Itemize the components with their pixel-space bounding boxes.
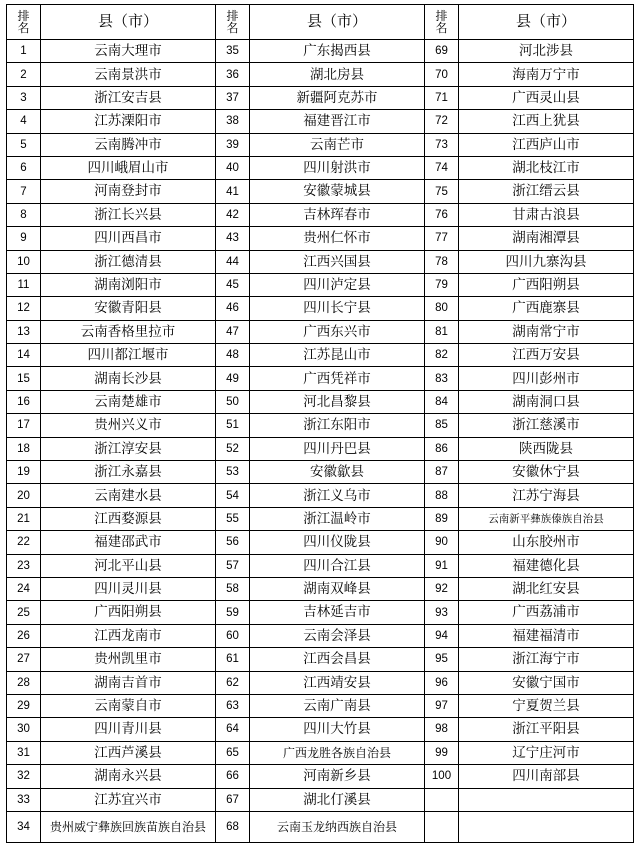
- cell-county-name: 湖北枝江市: [459, 156, 634, 179]
- table-header: [7, 5, 634, 40]
- cell-rank: 85: [425, 414, 459, 437]
- cell-rank: 41: [216, 180, 250, 203]
- cell-rank: 3: [7, 86, 41, 109]
- cell-rank: 89: [425, 507, 459, 530]
- cell-county-name: 广西鹿寨县: [459, 297, 634, 320]
- table-row: [7, 741, 634, 764]
- table-row: [7, 718, 634, 741]
- table-row: [7, 156, 634, 179]
- table-row: [7, 788, 634, 811]
- cell-rank: 34: [7, 811, 41, 842]
- cell-rank: 16: [7, 390, 41, 413]
- cell-county-name: 湖南永兴县: [41, 765, 216, 788]
- cell-rank: 10: [7, 250, 41, 273]
- cell-rank: 82: [425, 344, 459, 367]
- table-header-row: [7, 5, 634, 40]
- cell-rank: 32: [7, 765, 41, 788]
- cell-rank: 58: [216, 577, 250, 600]
- county-rank-table: [6, 4, 634, 843]
- cell-county-name: 山东胶州市: [459, 531, 634, 554]
- cell-rank: 37: [216, 86, 250, 109]
- cell-rank: 76: [425, 203, 459, 226]
- cell-rank: 9: [7, 227, 41, 250]
- cell-county-name: 吉林延吉市: [250, 601, 425, 624]
- cell-rank: 86: [425, 437, 459, 460]
- cell-county-name: 四川西昌市: [41, 227, 216, 250]
- cell-rank: 57: [216, 554, 250, 577]
- cell-county-name: 河北涉县: [459, 40, 634, 63]
- column-header-county-3: 县（市）: [459, 5, 634, 40]
- cell-county-name: 海南万宁市: [459, 63, 634, 86]
- rank-header-line2: 名: [226, 21, 239, 35]
- table-row: [7, 133, 634, 156]
- cell-county-name: 新疆阿克苏市: [250, 86, 425, 109]
- cell-county-name: 湖南吉首市: [41, 671, 216, 694]
- cell-rank: 19: [7, 461, 41, 484]
- cell-county-name: 浙江温岭市: [250, 507, 425, 530]
- cell-rank: 74: [425, 156, 459, 179]
- cell-rank: 67: [216, 788, 250, 811]
- cell-county-name: 广西荔浦市: [459, 601, 634, 624]
- cell-county-name: 江西会昌县: [250, 648, 425, 671]
- cell-county-name: 云南建水县: [41, 484, 216, 507]
- cell-county-name: 四川南部县: [459, 765, 634, 788]
- table-row: [7, 390, 634, 413]
- cell-rank: 80: [425, 297, 459, 320]
- cell-rank: 18: [7, 437, 41, 460]
- cell-rank: 24: [7, 577, 41, 600]
- cell-county-name: 辽宁庄河市: [459, 741, 634, 764]
- cell-rank: 55: [216, 507, 250, 530]
- cell-county-name: 江西兴国县: [250, 250, 425, 273]
- cell-rank: 27: [7, 648, 41, 671]
- cell-county-name: 湖南浏阳市: [41, 273, 216, 296]
- cell-rank: 21: [7, 507, 41, 530]
- cell-rank: 56: [216, 531, 250, 554]
- cell-county-name: 湖南长沙县: [41, 367, 216, 390]
- cell-rank: 28: [7, 671, 41, 694]
- table-row: [7, 273, 634, 296]
- cell-rank: 50: [216, 390, 250, 413]
- cell-empty: [459, 811, 634, 842]
- cell-county-name: 广西灵山县: [459, 86, 634, 109]
- table-row: [7, 694, 634, 717]
- cell-rank: 17: [7, 414, 41, 437]
- cell-rank: 8: [7, 203, 41, 226]
- cell-county-name: 福建德化县: [459, 554, 634, 577]
- cell-rank: 72: [425, 110, 459, 133]
- cell-county-name: 吉林珲春市: [250, 203, 425, 226]
- cell-county-name: 安徽宁国市: [459, 671, 634, 694]
- cell-rank: 92: [425, 577, 459, 600]
- table-row: [7, 671, 634, 694]
- table-row: [7, 437, 634, 460]
- cell-county-name: 湖南洞口县: [459, 390, 634, 413]
- column-header-county-1: 县（市）: [41, 5, 216, 40]
- cell-rank: 78: [425, 250, 459, 273]
- cell-county-name: 湖北仃溪县: [250, 788, 425, 811]
- cell-county-name: 广西东兴市: [250, 320, 425, 343]
- cell-rank: 15: [7, 367, 41, 390]
- cell-rank: 7: [7, 180, 41, 203]
- table-row: [7, 227, 634, 250]
- rank-header-line1: 排: [17, 9, 30, 23]
- cell-rank: 42: [216, 203, 250, 226]
- cell-county-name: 福建邵武市: [41, 531, 216, 554]
- cell-county-name: 江西庐山市: [459, 133, 634, 156]
- table-row: [7, 765, 634, 788]
- cell-county-name: 江苏宁海县: [459, 484, 634, 507]
- cell-rank: 63: [216, 694, 250, 717]
- cell-county-name: 云南景洪市: [41, 63, 216, 86]
- cell-county-name: 湖南常宁市: [459, 320, 634, 343]
- cell-county-name: 河北昌黎县: [250, 390, 425, 413]
- cell-rank: 20: [7, 484, 41, 507]
- cell-rank: 71: [425, 86, 459, 109]
- cell-county-name: 四川射洪市: [250, 156, 425, 179]
- table-row: [7, 531, 634, 554]
- cell-county-name: 湖北房县: [250, 63, 425, 86]
- cell-rank: 25: [7, 601, 41, 624]
- cell-rank: 40: [216, 156, 250, 179]
- cell-county-name: 云南腾冲市: [41, 133, 216, 156]
- cell-county-name: 云南楚雄市: [41, 390, 216, 413]
- cell-county-name: 江苏溧阳市: [41, 110, 216, 133]
- table-row: [7, 367, 634, 390]
- cell-rank: 45: [216, 273, 250, 296]
- cell-rank: 44: [216, 250, 250, 273]
- cell-county-name: 河北平山县: [41, 554, 216, 577]
- cell-rank: 6: [7, 156, 41, 179]
- table-row: [7, 110, 634, 133]
- cell-county-name: 江苏宜兴市: [41, 788, 216, 811]
- cell-rank: 52: [216, 437, 250, 460]
- cell-county-name: 河南新乡县: [250, 765, 425, 788]
- table-row: [7, 461, 634, 484]
- rank-header-line2: 名: [435, 21, 448, 35]
- cell-rank: 65: [216, 741, 250, 764]
- cell-rank: 43: [216, 227, 250, 250]
- cell-rank: 38: [216, 110, 250, 133]
- cell-rank: 96: [425, 671, 459, 694]
- cell-county-name: 甘肃古浪县: [459, 203, 634, 226]
- cell-county-name: 陕西陇县: [459, 437, 634, 460]
- cell-county-name: 贵州兴义市: [41, 414, 216, 437]
- cell-rank: 75: [425, 180, 459, 203]
- cell-rank: 77: [425, 227, 459, 250]
- table-body: [7, 40, 634, 843]
- table-row: [7, 811, 634, 842]
- cell-rank: 73: [425, 133, 459, 156]
- cell-county-name: 湖南湘潭县: [459, 227, 634, 250]
- cell-rank: 60: [216, 624, 250, 647]
- cell-rank: 83: [425, 367, 459, 390]
- cell-rank: 68: [216, 811, 250, 842]
- table-row: [7, 297, 634, 320]
- cell-county-name: 安徽蒙城县: [250, 180, 425, 203]
- cell-county-name: 安徽休宁县: [459, 461, 634, 484]
- table-row: [7, 320, 634, 343]
- table-row: [7, 344, 634, 367]
- cell-county-name: 浙江义乌市: [250, 484, 425, 507]
- cell-rank: 48: [216, 344, 250, 367]
- cell-county-name: 广西阳朔县: [41, 601, 216, 624]
- cell-county-name: 江西上犹县: [459, 110, 634, 133]
- cell-county-name: 云南新平彝族傣族自治县: [459, 507, 634, 530]
- cell-county-name: 四川合江县: [250, 554, 425, 577]
- cell-county-name: 江西龙南市: [41, 624, 216, 647]
- cell-rank: 22: [7, 531, 41, 554]
- cell-county-name: 浙江德清县: [41, 250, 216, 273]
- cell-rank: 81: [425, 320, 459, 343]
- cell-county-name: 云南香格里拉市: [41, 320, 216, 343]
- rank-header-line1: 排: [435, 9, 448, 23]
- cell-county-name: 四川泸定县: [250, 273, 425, 296]
- table-row: [7, 63, 634, 86]
- rank-header-line2: 名: [17, 21, 30, 35]
- cell-rank: 66: [216, 765, 250, 788]
- cell-rank: 35: [216, 40, 250, 63]
- cell-rank: 46: [216, 297, 250, 320]
- cell-rank: 61: [216, 648, 250, 671]
- cell-county-name: 安徽青阳县: [41, 297, 216, 320]
- cell-rank: 87: [425, 461, 459, 484]
- cell-county-name: 四川灵川县: [41, 577, 216, 600]
- cell-rank: 4: [7, 110, 41, 133]
- table-row: [7, 414, 634, 437]
- rank-header-line1: 排: [226, 9, 239, 23]
- cell-rank: 59: [216, 601, 250, 624]
- cell-county-name: 安徽歙县: [250, 461, 425, 484]
- cell-rank: 36: [216, 63, 250, 86]
- cell-rank: 49: [216, 367, 250, 390]
- cell-rank: 51: [216, 414, 250, 437]
- cell-county-name: 浙江安吉县: [41, 86, 216, 109]
- cell-county-name: 浙江东阳市: [250, 414, 425, 437]
- cell-county-name: 四川丹巴县: [250, 437, 425, 460]
- cell-county-name: 浙江长兴县: [41, 203, 216, 226]
- cell-county-name: 浙江海宁市: [459, 648, 634, 671]
- cell-empty: [425, 811, 459, 842]
- table-row: [7, 601, 634, 624]
- cell-rank: 84: [425, 390, 459, 413]
- table-row: [7, 554, 634, 577]
- cell-rank: 13: [7, 320, 41, 343]
- cell-county-name: 浙江永嘉县: [41, 461, 216, 484]
- column-header-county-2: 县（市）: [250, 5, 425, 40]
- cell-rank: 1: [7, 40, 41, 63]
- cell-rank: 12: [7, 297, 41, 320]
- cell-rank: 26: [7, 624, 41, 647]
- cell-county-name: 四川都江堰市: [41, 344, 216, 367]
- column-header-rank-1: [7, 5, 41, 40]
- cell-county-name: 四川长宁县: [250, 297, 425, 320]
- cell-county-name: 贵州仁怀市: [250, 227, 425, 250]
- table-row: [7, 624, 634, 647]
- cell-county-name: 贵州凯里市: [41, 648, 216, 671]
- cell-rank: 2: [7, 63, 41, 86]
- cell-county-name: 福建晋江市: [250, 110, 425, 133]
- cell-county-name: 湖南双峰县: [250, 577, 425, 600]
- cell-rank: 95: [425, 648, 459, 671]
- cell-county-name: 江西万安县: [459, 344, 634, 367]
- cell-county-name: 江西靖安县: [250, 671, 425, 694]
- cell-county-name: 广西阳朔县: [459, 273, 634, 296]
- cell-rank: 14: [7, 344, 41, 367]
- cell-rank: 31: [7, 741, 41, 764]
- table-row: [7, 250, 634, 273]
- cell-county-name: 四川青川县: [41, 718, 216, 741]
- table-row: [7, 484, 634, 507]
- cell-empty: [425, 788, 459, 811]
- cell-county-name: 广东揭西县: [250, 40, 425, 63]
- cell-rank: 90: [425, 531, 459, 554]
- cell-county-name: 江西婺源县: [41, 507, 216, 530]
- cell-county-name: 云南会泽县: [250, 624, 425, 647]
- cell-county-name: 四川彭州市: [459, 367, 634, 390]
- cell-county-name: 广西龙胜各族自治县: [250, 741, 425, 764]
- cell-rank: 39: [216, 133, 250, 156]
- cell-county-name: 福建福清市: [459, 624, 634, 647]
- table-row: [7, 86, 634, 109]
- cell-rank: 99: [425, 741, 459, 764]
- cell-rank: 79: [425, 273, 459, 296]
- cell-empty: [459, 788, 634, 811]
- table-row: [7, 507, 634, 530]
- cell-county-name: 湖北红安县: [459, 577, 634, 600]
- cell-rank: 11: [7, 273, 41, 296]
- cell-county-name: 四川大竹县: [250, 718, 425, 741]
- cell-rank: 47: [216, 320, 250, 343]
- cell-rank: 23: [7, 554, 41, 577]
- cell-rank: 70: [425, 63, 459, 86]
- cell-rank: 97: [425, 694, 459, 717]
- cell-county-name: 贵州威宁彝族回族苗族自治县: [41, 811, 216, 842]
- cell-county-name: 四川九寨沟县: [459, 250, 634, 273]
- cell-rank: 53: [216, 461, 250, 484]
- cell-rank: 91: [425, 554, 459, 577]
- cell-county-name: 云南广南县: [250, 694, 425, 717]
- cell-county-name: 云南玉龙纳西族自治县: [250, 811, 425, 842]
- cell-county-name: 云南大理市: [41, 40, 216, 63]
- cell-rank: 98: [425, 718, 459, 741]
- cell-rank: 62: [216, 671, 250, 694]
- cell-rank: 100: [425, 765, 459, 788]
- cell-county-name: 浙江慈溪市: [459, 414, 634, 437]
- cell-county-name: 云南芒市: [250, 133, 425, 156]
- cell-rank: 30: [7, 718, 41, 741]
- table-row: [7, 577, 634, 600]
- cell-county-name: 河南登封市: [41, 180, 216, 203]
- cell-county-name: 四川仪陇县: [250, 531, 425, 554]
- table-row: [7, 40, 634, 63]
- table-row: [7, 180, 634, 203]
- cell-county-name: 江西芦溪县: [41, 741, 216, 764]
- cell-county-name: 宁夏贺兰县: [459, 694, 634, 717]
- table-row: [7, 648, 634, 671]
- cell-county-name: 江苏昆山市: [250, 344, 425, 367]
- cell-rank: 29: [7, 694, 41, 717]
- cell-rank: 33: [7, 788, 41, 811]
- cell-rank: 94: [425, 624, 459, 647]
- cell-county-name: 四川峨眉山市: [41, 156, 216, 179]
- cell-rank: 88: [425, 484, 459, 507]
- cell-rank: 64: [216, 718, 250, 741]
- cell-county-name: 云南蒙自市: [41, 694, 216, 717]
- cell-rank: 5: [7, 133, 41, 156]
- cell-county-name: 浙江缙云县: [459, 180, 634, 203]
- cell-rank: 69: [425, 40, 459, 63]
- cell-county-name: 广西凭祥市: [250, 367, 425, 390]
- cell-rank: 54: [216, 484, 250, 507]
- cell-county-name: 浙江平阳县: [459, 718, 634, 741]
- cell-rank: 93: [425, 601, 459, 624]
- column-header-rank-2: [216, 5, 250, 40]
- cell-county-name: 浙江淳安县: [41, 437, 216, 460]
- column-header-rank-3: [425, 5, 459, 40]
- table-row: [7, 203, 634, 226]
